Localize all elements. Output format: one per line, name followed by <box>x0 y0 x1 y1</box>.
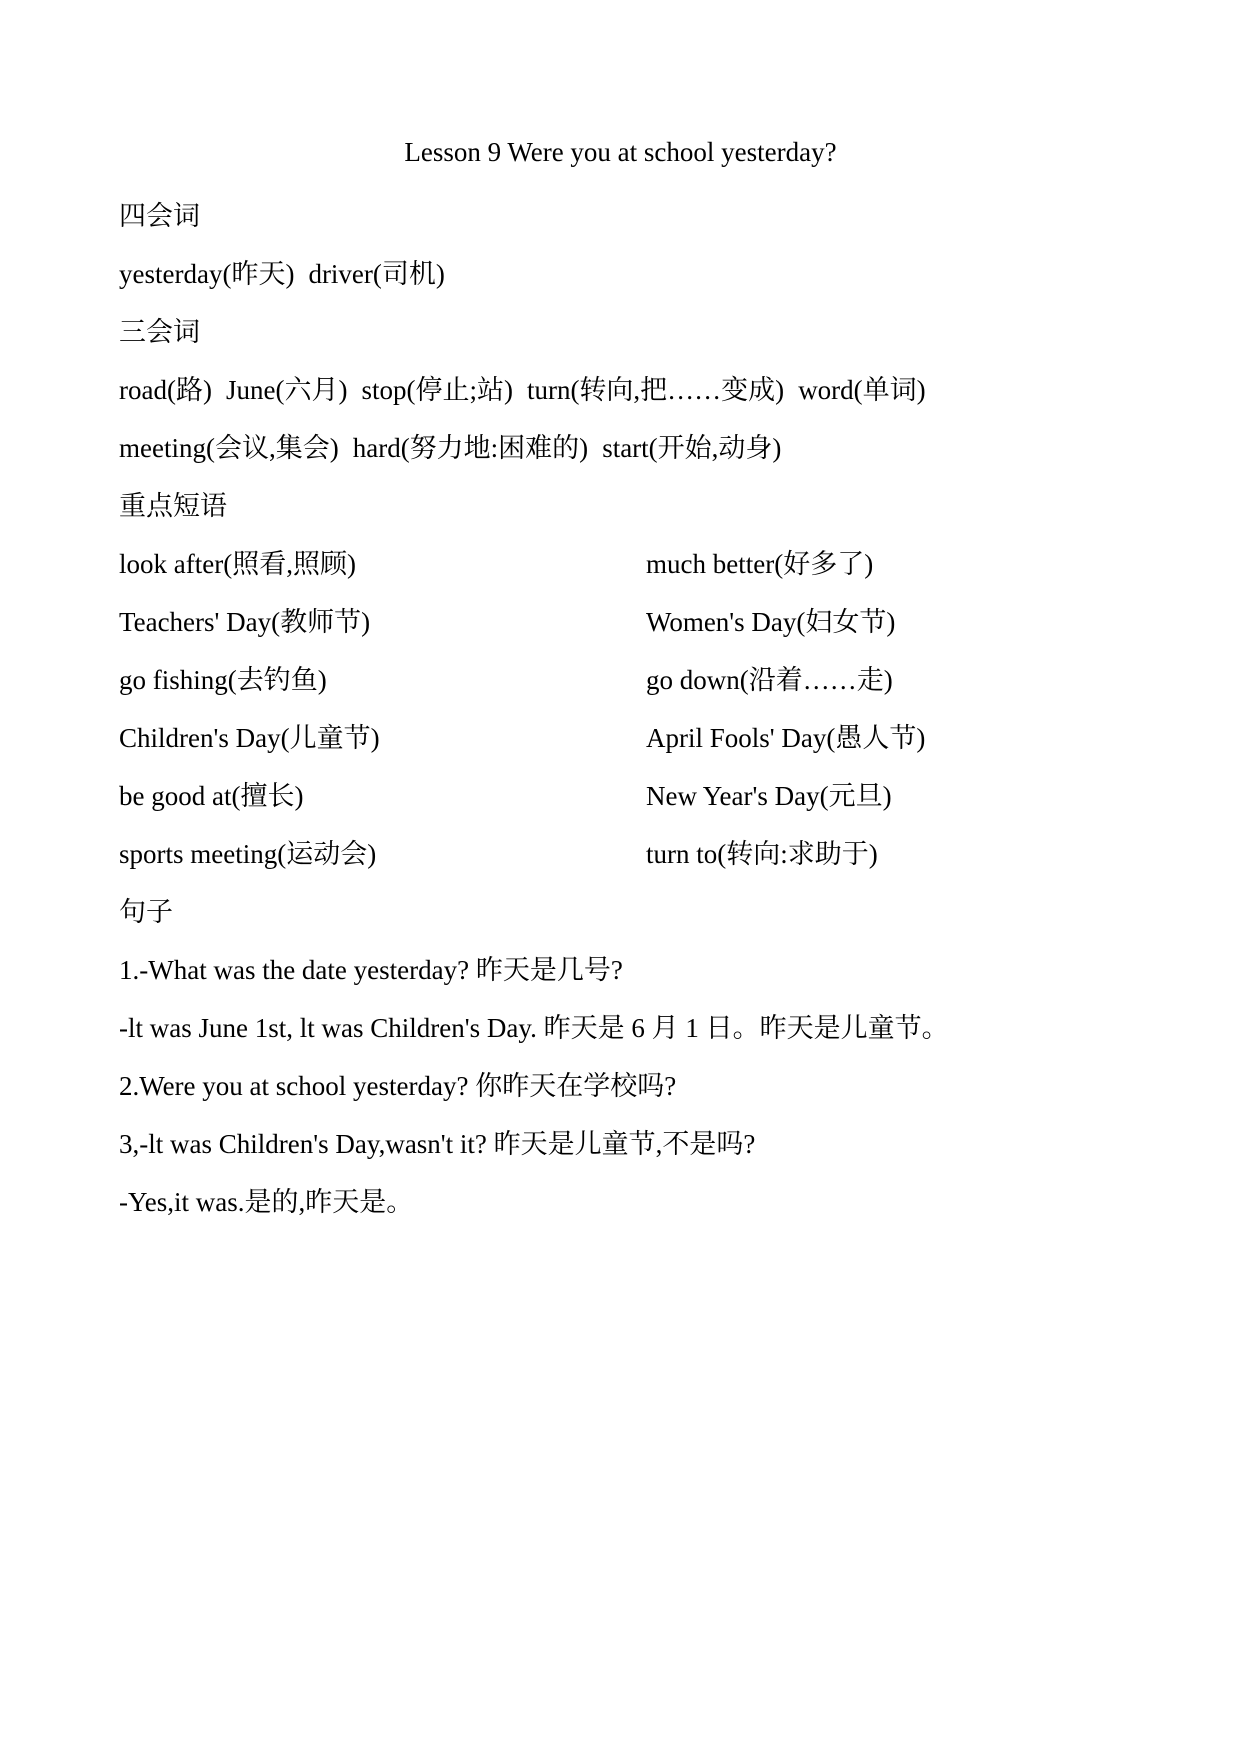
phrase-left: look after(照看,照顾) <box>119 549 356 579</box>
four-skill-words-line <box>119 256 445 292</box>
word-item: stop(停止;站) <box>361 375 513 405</box>
phrase-left: Children's Day(儿童节) <box>119 723 380 753</box>
phrase-right: April Fools' Day(愚人节) <box>646 723 926 753</box>
lesson-title: Lesson 9 Were you at school yesterday? <box>404 137 837 167</box>
phrase-right: New Year's Day(元旦) <box>646 781 892 811</box>
word-item: driver(司机) <box>308 259 445 289</box>
phrase-left: sports meeting(运动会) <box>119 839 377 869</box>
phrase-right: go down(沿着……走) <box>646 665 893 695</box>
heading-sentences: 句子 <box>119 897 173 927</box>
word-item: word(单词) <box>798 375 926 405</box>
phrase-left: Teachers' Day(教师节) <box>119 607 371 637</box>
word-item: meeting(会议,集会) <box>119 433 339 463</box>
word-item: road(路) <box>119 375 212 405</box>
sentence-line: 1.-What was the date yesterday? 昨天是几号? <box>119 955 623 985</box>
heading-four-skill-words: 四会词 <box>119 201 200 231</box>
sentence-line: -Yes,it was.是的,昨天是。 <box>119 1187 414 1217</box>
phrase-right: Women's Day(妇女节) <box>646 607 896 637</box>
phrase-right: turn to(转向:求助于) <box>646 839 878 869</box>
word-item: turn(转向,把……变成) <box>526 375 785 405</box>
sentence-line: 2.Were you at school yesterday? 你昨天在学校吗? <box>119 1071 677 1101</box>
sentence-line: -lt was June 1st, lt was Children's Day. 昨天是 6 月 1 日。昨天是儿童节。 <box>119 1013 949 1043</box>
phrase-left: go fishing(去钓鱼) <box>119 665 327 695</box>
phrase-left: be good at(擅长) <box>119 781 304 811</box>
three-skill-words-line-2 <box>119 430 781 466</box>
heading-key-phrases: 重点短语 <box>119 491 227 521</box>
phrase-right: much better(好多了) <box>646 549 874 579</box>
word-item: June(六月) <box>225 375 348 405</box>
sentence-line: 3,-lt was Children's Day,wasn't it? 昨天是儿童节,不是吗? <box>119 1129 756 1159</box>
word-item: hard(努力地:困难的) <box>352 433 589 463</box>
word-item: start(开始,动身) <box>602 433 782 463</box>
three-skill-words-line-1 <box>119 372 926 408</box>
heading-three-skill-words: 三会词 <box>119 317 200 347</box>
word-item: yesterday(昨天) <box>119 259 295 289</box>
